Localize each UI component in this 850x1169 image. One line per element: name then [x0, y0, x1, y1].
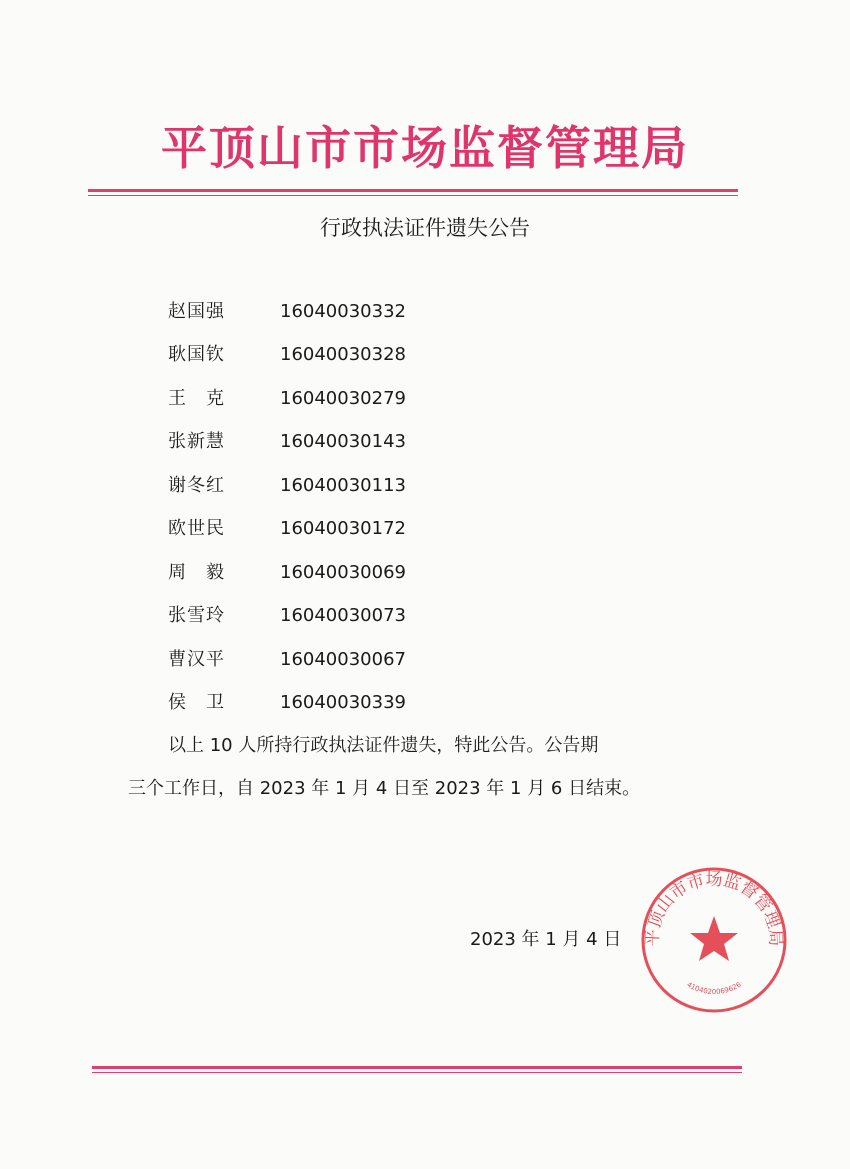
entry-name: 欧世民 — [168, 518, 225, 539]
notice-body-line-2: 三个工作日，自 2023 年 1 月 4 日至 2023 年 1 月 6 日结束。 — [128, 778, 641, 799]
notice-date: 2023 年 1 月 4 日 — [470, 929, 622, 950]
star-icon — [690, 916, 738, 961]
entry-row — [168, 387, 406, 411]
certificate-number: 16040030069 — [280, 562, 406, 583]
entry-row — [168, 561, 406, 585]
official-seal — [640, 866, 788, 1014]
entry-name: 侯 卫 — [168, 692, 225, 713]
seal-text: 平顶山市市场监督管理局 — [642, 869, 786, 947]
entry-row — [168, 430, 406, 454]
entry-row — [168, 604, 406, 628]
certificate-number: 16040030113 — [280, 475, 406, 496]
agency-letterhead: 平顶山市市场监督管理局 — [161, 121, 689, 175]
seal-code: 4104020069626 — [685, 980, 743, 996]
entry-name: 张新慧 — [168, 431, 225, 452]
notice-title: 行政执法证件遗失公告 — [320, 216, 530, 240]
entry-row — [168, 474, 406, 498]
certificate-number: 16040030143 — [280, 431, 406, 452]
entry-name: 赵国强 — [168, 301, 225, 322]
certificate-number: 16040030279 — [280, 388, 406, 409]
entry-row — [168, 343, 406, 367]
certificate-number: 16040030073 — [280, 605, 406, 626]
footer-rule-thick — [92, 1066, 742, 1069]
entry-name: 谢冬红 — [168, 475, 225, 496]
certificate-number: 16040030172 — [280, 518, 406, 539]
entry-row — [168, 300, 406, 324]
entry-name: 王 克 — [168, 388, 225, 409]
certificate-number: 16040030067 — [280, 649, 406, 670]
entry-name: 周 毅 — [168, 562, 225, 583]
certificate-number: 16040030339 — [280, 692, 406, 713]
entry-name: 耿国钦 — [168, 344, 225, 365]
certificate-number: 16040030328 — [280, 344, 406, 365]
certificate-number: 16040030332 — [280, 301, 406, 322]
entry-name: 曹汉平 — [168, 649, 225, 670]
entry-row — [168, 648, 406, 672]
letterhead-rule-thin — [88, 195, 738, 196]
letterhead-rule-thick — [88, 189, 738, 192]
footer-rule-thin — [92, 1072, 742, 1073]
entry-row — [168, 691, 406, 715]
notice-body-line-1: 以上 10 人所持行政执法证件遗失，特此公告。公告期 — [168, 735, 599, 756]
entry-row — [168, 517, 406, 541]
entry-name: 张雪玲 — [168, 605, 225, 626]
